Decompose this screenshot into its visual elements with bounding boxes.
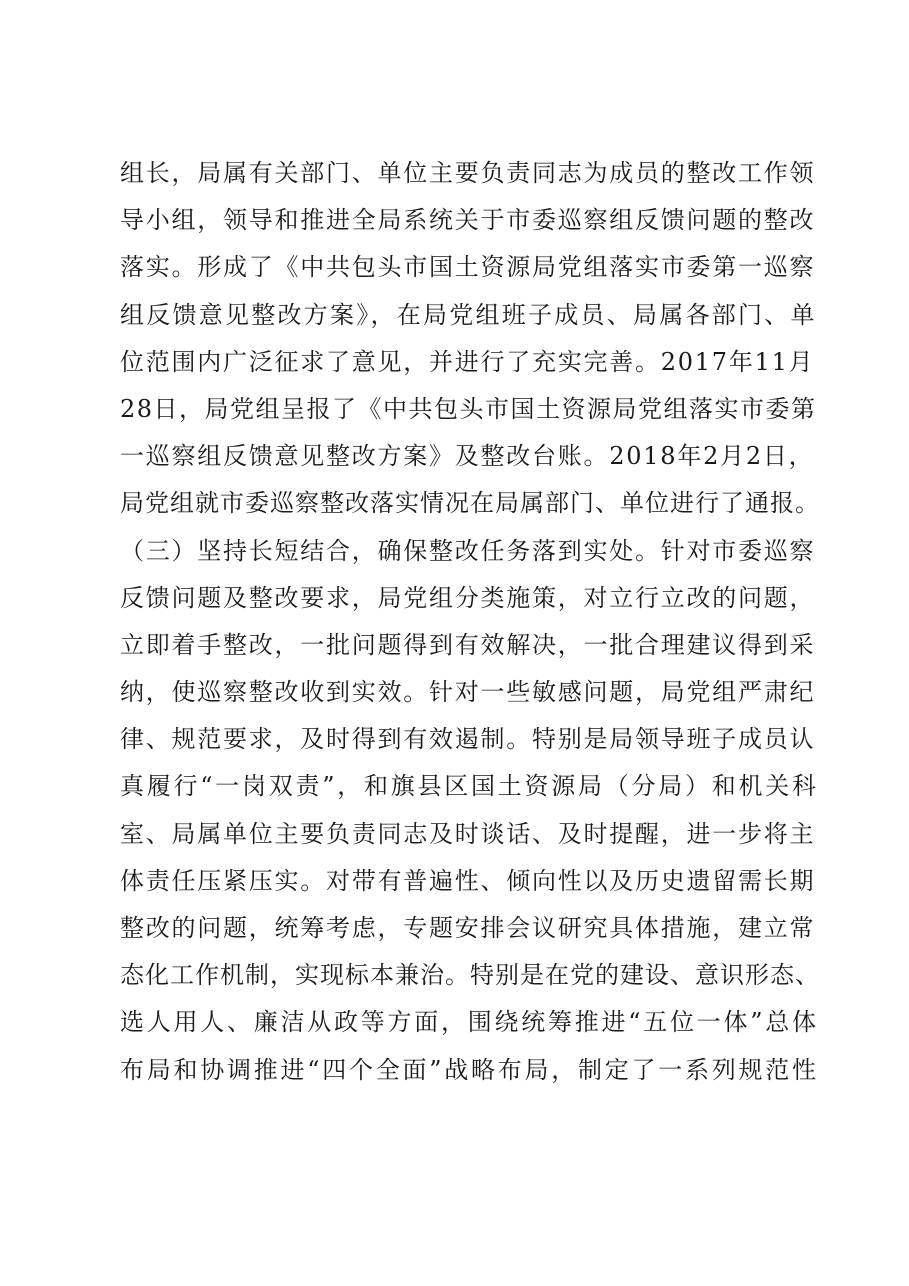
text-line-12: 纳，使巡察整改收到实效。针对一些敏感问题，局党组严肃纪 <box>120 678 816 707</box>
body-text <box>120 150 820 1094</box>
text-line-2: 导小组，领导和推进全局系统关于市委巡察组反馈问题的整改 <box>120 206 816 235</box>
text-line-4: 组反馈意见整改方案》，在局党组班子成员、局属各部门、单 <box>120 300 817 329</box>
text-line-1: 组长，局属有关部门、单位主要负责同志为成员的整改工作领 <box>120 159 816 187</box>
text-line-6: 28日，局党组呈报了《中共包头市国土资源局党组落实市委第 <box>120 394 817 423</box>
text-line-10: 反馈问题及整改要求，局党组分类施策，对立行立改的问题， <box>120 583 816 612</box>
text-line-11: 立即着手整改，一批问题得到有效解决，一批合理建议得到采 <box>120 630 816 659</box>
text-line-13: 律、规范要求，及时得到有效遏制。特别是局领导班子成员认 <box>120 725 816 754</box>
text-line-14: 真履行“一岗双责”，和旗县区国土资源局（分局）和机关科 <box>120 772 819 801</box>
text-line-15: 室、局属单位主要负责同志及时谈话、及时提醒，进一步将主 <box>120 819 816 848</box>
text-line-20: 布局和协调推进“四个全面”战略布局，制定了一系列规范性 <box>120 1055 819 1084</box>
text-line-18: 态化工作机制，实现标本兼治。特别是在党的建设、意识形态、 <box>120 961 820 990</box>
text-line-9: （三）坚持长短结合，确保整改任务落到实处。针对市委巡察 <box>120 536 816 565</box>
text-line-3: 落实。形成了《中共包头市国土资源局党组落实市委第一巡察 <box>120 253 816 282</box>
text-line-8: 局党组就市委巡察整改落实情况在局属部门、单位进行了通报。 <box>120 489 820 518</box>
text-line-7: 一巡察组反馈意见整改方案》及整改台账。2018年2月2日， <box>120 442 815 471</box>
text-line-17: 整改的问题，统筹考虑，专题安排会议研究具体措施，建立常 <box>120 914 816 942</box>
text-line-5: 位范围内广泛征求了意见，并进行了充实完善。2017年11月 <box>120 347 815 376</box>
text-line-16: 体责任压紧压实。对带有普遍性、倾向性以及历史遗留需长期 <box>120 866 816 895</box>
text-line-19: 选人用人、廉洁从政等方面，围绕统筹推进“五位一体”总体 <box>120 1008 819 1037</box>
